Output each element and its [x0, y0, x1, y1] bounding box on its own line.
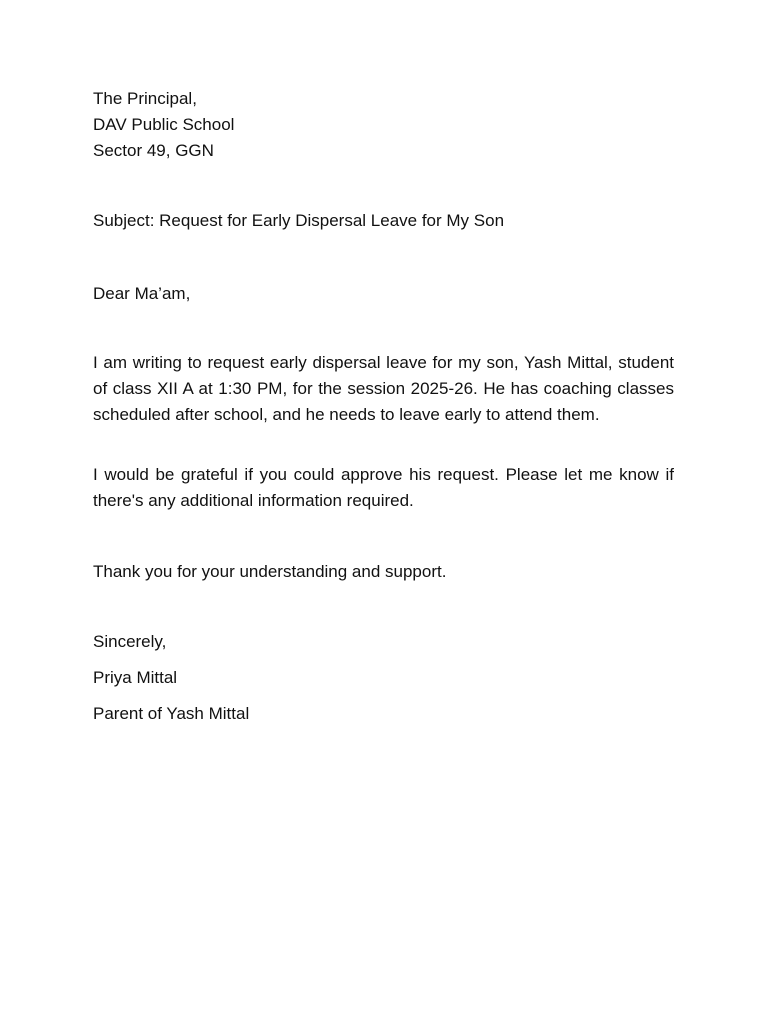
- body-paragraph-1: I am writing to request early dispersal leave for my son, Yash Mittal, student of class XII A at 1:30 PM, for the session 2025-26. He has coaching classes scheduled after school, and he needs to leave early to attend them.: [93, 353, 674, 424]
- sender-relation: Parent of Yash Mittal: [93, 704, 250, 723]
- body-paragraph-2: I would be grateful if you could approve his request. Please let me know if there's any additional information required.: [93, 465, 674, 510]
- recipient-line-1: The Principal,: [93, 89, 197, 108]
- recipient-line-2: DAV Public School: [93, 115, 235, 134]
- sender-name: Priya Mittal: [93, 668, 178, 687]
- recipient-line-3: Sector 49, GGN: [93, 141, 214, 160]
- recipient-address: [93, 86, 674, 164]
- closing: Sincerely,: [93, 632, 167, 651]
- salutation: Dear Ma’am,: [93, 284, 191, 303]
- thanks-line: Thank you for your understanding and support.: [93, 562, 447, 581]
- subject-line: Subject: Request for Early Dispersal Leave for My Son: [93, 211, 505, 230]
